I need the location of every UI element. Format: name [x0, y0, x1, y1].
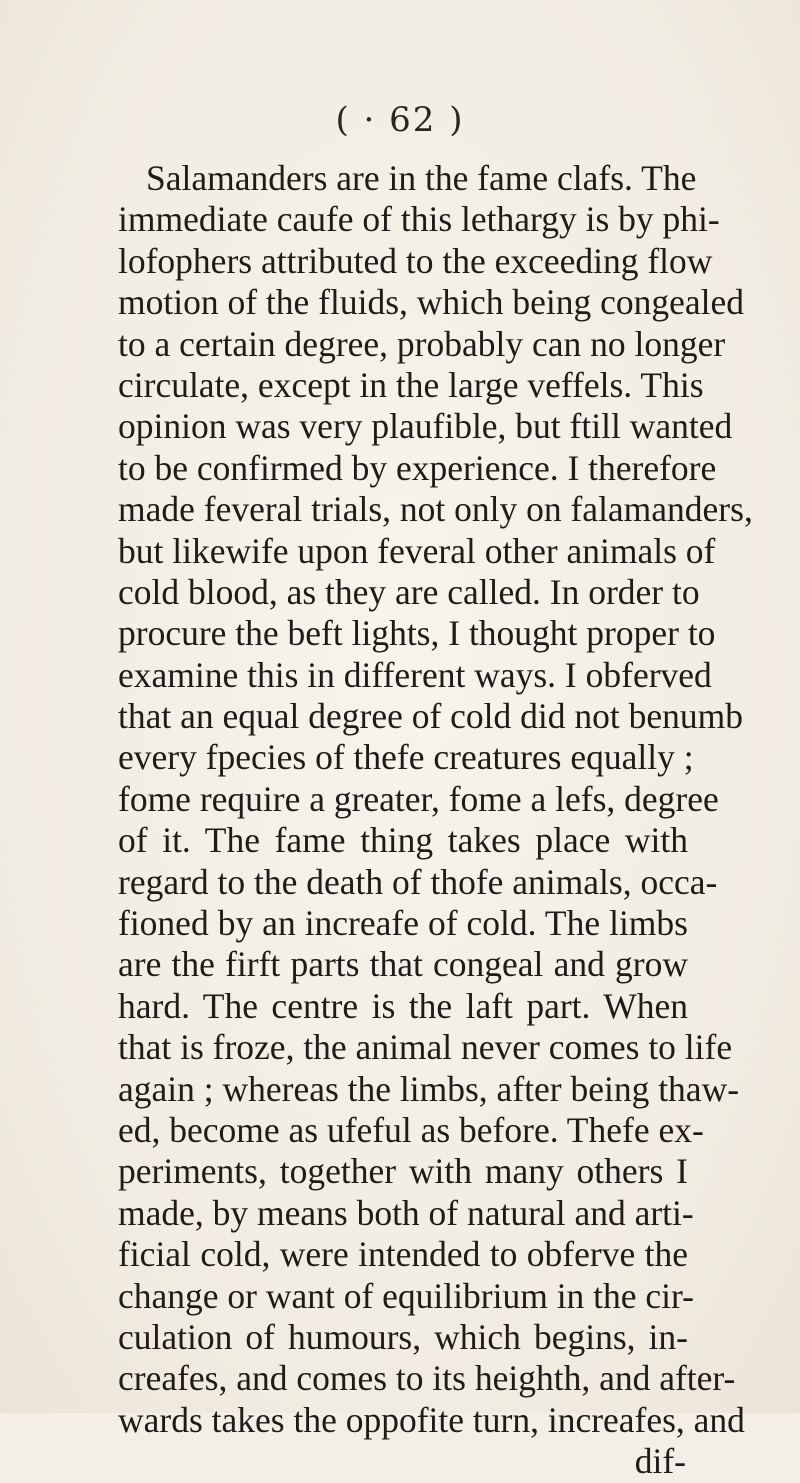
- text-line: ed, become as ufeful as before. Thefe ex-: [118, 1109, 704, 1150]
- text-line: periments, together with many others I: [118, 1151, 688, 1192]
- text-line: ficial cold, were intended to obferve the: [118, 1234, 688, 1275]
- text-line: lofophers attributed to the exceeding flow: [118, 240, 713, 281]
- text-line: are the firft parts that congeal and grow: [118, 944, 688, 985]
- page-number: ( · 62 ): [335, 100, 465, 140]
- text-line: motion of the fluids, which being congealed: [118, 282, 745, 323]
- text-line: that is froze, the animal never comes to life: [118, 1027, 733, 1068]
- text-line: but likewife upon feveral other animals of: [118, 530, 716, 571]
- text-line: change or want of equilibrium in the cir-: [118, 1275, 694, 1316]
- text-line: again ; whereas the limbs, after being thaw-: [118, 1068, 740, 1109]
- text-line: hard. The centre is the laft part. When: [118, 985, 688, 1026]
- text-line: procure the beft lights, I thought proper to: [118, 613, 716, 654]
- text-line: that an equal degree of cold did not benumb: [118, 696, 743, 737]
- text-line: fome require a greater, fome a lefs, degree: [118, 778, 719, 819]
- text-line: to a certain degree, probably can no longer: [118, 323, 726, 364]
- text-line: wards takes the oppofite turn, increafes, and: [118, 1399, 745, 1440]
- text-line: circulate, except in the large veffels. This: [118, 364, 704, 405]
- text-line: examine this in different ways. I obferved: [118, 654, 712, 695]
- text-line: immediate caufe of this lethargy is by phi-: [118, 199, 720, 240]
- text-line: of it. The fame thing takes place with: [118, 820, 688, 861]
- text-line: made feveral trials, not only on falamanders,: [118, 489, 753, 530]
- catchword: dif-: [634, 1441, 686, 1482]
- text-line: every fpecies of thefe creatures equally ;: [118, 737, 694, 778]
- body-text: [118, 158, 753, 1483]
- text-line: fioned by an increafe of cold. The limbs: [118, 903, 688, 944]
- text-line: regard to the death of thofe animals, occa-: [118, 861, 718, 902]
- text-line: made, by means both of natural and arti-: [118, 1192, 694, 1233]
- text-line: cold blood, as they are called. In order to: [118, 571, 700, 612]
- text-line: creafes, and comes to its heighth, and after-: [118, 1358, 736, 1399]
- text-line: culation of humours, which begins, in-: [118, 1316, 688, 1357]
- text-line: Salamanders are in the fame clafs. The: [146, 158, 697, 198]
- text-line: opinion was very plaufible, but ftill wanted: [118, 406, 733, 447]
- text-line: to be confirmed by experience. I therefore: [118, 447, 717, 488]
